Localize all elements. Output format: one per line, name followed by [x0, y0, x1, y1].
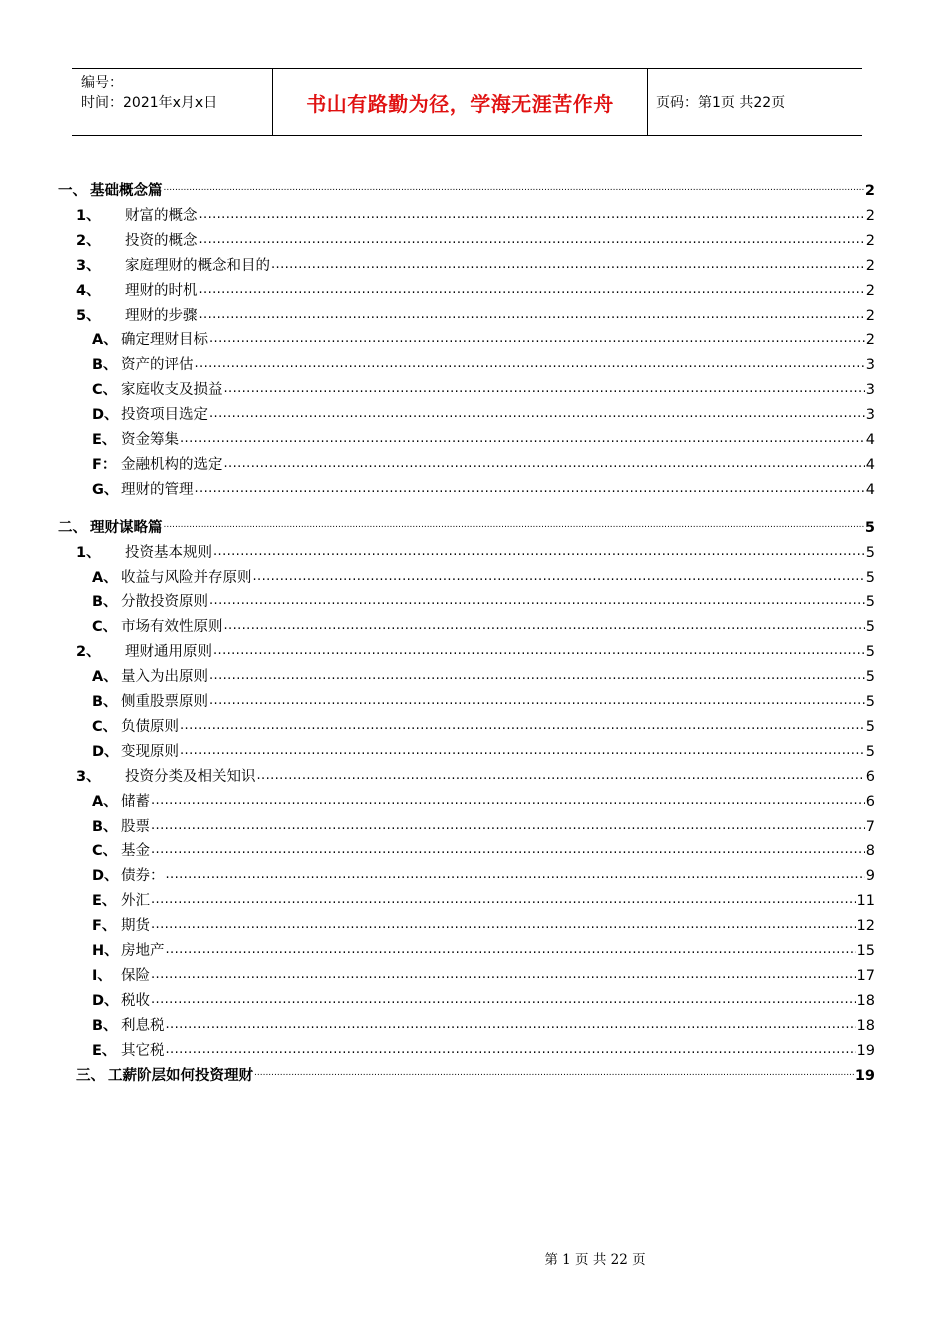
toc-entry-number: D、	[92, 868, 119, 885]
toc-entry-title: 基础概念篇	[90, 183, 163, 199]
toc-entry-number: 2、	[76, 644, 101, 661]
toc-dot-leader	[209, 593, 865, 611]
toc-entry-title: 理财的步骤	[125, 307, 198, 324]
toc-entry-title: 投资的概念	[125, 232, 198, 249]
toc-dot-leader	[166, 1017, 856, 1035]
toc-entry-number: 2、	[76, 232, 101, 249]
toc-entry-page: 15	[856, 943, 875, 959]
toc-entry[interactable]	[92, 589, 875, 611]
toc-entry-number: C、	[92, 843, 118, 860]
toc-entry[interactable]	[92, 664, 875, 686]
toc-entry-page: 18	[856, 1017, 875, 1034]
toc-entry-title: 理财通用原则	[125, 644, 212, 661]
toc-entry-title: 外汇	[121, 893, 150, 910]
toc-entry[interactable]	[92, 352, 875, 374]
toc-entry-page: 5	[865, 544, 875, 561]
toc-entry-page: 19	[856, 1042, 875, 1059]
toc-entry-page: 3	[865, 407, 875, 424]
toc-dot-leader	[224, 456, 865, 474]
toc-entry[interactable]	[92, 377, 875, 399]
time-label: 时间：2021年x月x日	[81, 95, 218, 111]
toc-dot-leader	[164, 519, 864, 537]
toc-dot-leader	[271, 257, 865, 275]
toc-entry[interactable]	[92, 1013, 875, 1035]
toc-entry-title: 理财的时机	[125, 282, 198, 299]
toc-entry-page: 5	[865, 694, 875, 710]
toc-entry[interactable]	[92, 614, 875, 636]
toc-entry-title: 确定理财目标	[121, 332, 208, 349]
header-meta	[72, 69, 273, 135]
toc-entry[interactable]	[92, 1038, 875, 1060]
toc-dot-leader	[209, 406, 865, 424]
toc-entry[interactable]	[92, 565, 875, 587]
toc-entry-number: E、	[92, 1042, 117, 1059]
toc-entry-page: 4	[865, 432, 875, 448]
toc-entry-title: 市场有效性原则	[121, 619, 223, 636]
toc-entry[interactable]	[92, 789, 875, 811]
header-motto-cell	[273, 69, 648, 135]
toc-entry-number: 三、	[76, 1067, 105, 1084]
toc-entry-title: 分散投资原则	[121, 594, 208, 611]
toc-entry-title: 家庭收支及损益	[121, 382, 223, 399]
toc-dot-leader	[224, 618, 865, 636]
toc-entry-title: 家庭理财的概念和目的	[125, 257, 270, 274]
toc-entry-number: G、	[92, 481, 119, 498]
toc-entry-number: E、	[92, 432, 117, 448]
toc-entry-number: C、	[92, 382, 118, 399]
toc-entry-title: 变现原则	[121, 743, 179, 760]
toc-entry-number: C、	[92, 619, 118, 636]
toc-entry[interactable]	[76, 764, 875, 786]
toc-entry-page: 4	[865, 481, 875, 498]
toc-entry-page: 11	[856, 893, 875, 910]
toc-entry[interactable]	[58, 515, 875, 537]
toc-dot-leader	[254, 1067, 854, 1085]
toc-entry-page: 8	[865, 843, 875, 860]
toc-entry-page: 3	[865, 357, 875, 374]
toc-entry-title: 储蓄	[121, 793, 150, 810]
toc-dot-leader	[199, 207, 865, 225]
toc-entry-title: 税收	[121, 992, 150, 1009]
toc-dot-leader	[195, 481, 865, 499]
number-label: 编号：	[81, 75, 123, 91]
toc-entry-page: 2	[865, 257, 875, 274]
toc-entry-page: 5	[865, 594, 875, 611]
motto-text: 书山有路勤为径，学海无涯苦作舟	[306, 91, 614, 116]
toc-entry-number: D、	[92, 743, 119, 760]
toc-entry[interactable]	[76, 278, 875, 300]
toc-entry-number: 5、	[76, 307, 101, 324]
toc-entry-page: 7	[865, 818, 875, 835]
toc-entry[interactable]	[76, 1063, 875, 1085]
toc-entry-title: 理财谋略篇	[90, 519, 163, 536]
toc-entry-page: 2	[865, 207, 875, 224]
toc-entry-number: B、	[92, 594, 118, 611]
toc-entry[interactable]	[76, 639, 875, 661]
toc-entry-number: B、	[92, 694, 118, 710]
toc-entry-page: 5	[865, 619, 875, 636]
toc-entry[interactable]	[92, 452, 875, 474]
toc-entry-number: 1、	[76, 207, 101, 224]
toc-entry-title: 财富的概念	[125, 207, 198, 224]
toc-dot-leader	[199, 232, 865, 250]
toc-entry-page: 4	[865, 456, 875, 473]
toc-dot-leader	[213, 643, 865, 661]
toc-entry-number: E、	[92, 893, 117, 910]
toc-entry[interactable]	[92, 739, 875, 761]
toc-entry-title: 债券：	[121, 868, 165, 885]
toc-dot-leader	[257, 768, 865, 786]
toc-entry[interactable]	[76, 303, 875, 325]
toc-entry-title: 利息税	[121, 1017, 165, 1034]
toc-dot-leader	[166, 942, 856, 960]
toc-entry[interactable]	[92, 963, 875, 985]
toc-entry-title: 基金	[121, 843, 150, 860]
toc-entry-title: 投资基本规则	[125, 544, 212, 561]
toc-entry[interactable]	[92, 689, 875, 711]
toc-dot-leader	[209, 693, 865, 711]
toc-entry-title: 其它税	[121, 1042, 165, 1059]
toc-dot-leader	[151, 967, 856, 985]
toc-dot-leader	[151, 917, 856, 935]
toc-entry-number: A、	[92, 332, 118, 349]
toc-dot-leader	[164, 182, 864, 200]
toc-dot-leader	[253, 569, 865, 587]
toc-entry-number: B、	[92, 1017, 118, 1034]
header-page-cell	[648, 69, 862, 135]
toc-entry[interactable]	[76, 540, 875, 562]
toc-entry[interactable]	[92, 838, 875, 860]
toc-entry-title: 量入为出原则	[121, 669, 208, 686]
toc-dot-leader	[166, 867, 865, 885]
toc-entry-title: 资产的评估	[121, 357, 194, 374]
toc-entry-title: 保险	[121, 967, 150, 984]
toc-entry-number: F、	[92, 918, 117, 935]
toc-entry-title: 侧重股票原则	[121, 694, 208, 710]
toc-entry-page: 5	[865, 743, 875, 760]
toc-entry[interactable]	[76, 203, 875, 225]
toc-entry-page: 2	[865, 282, 875, 299]
toc-entry-page: 17	[856, 967, 875, 984]
toc-entry-page: 18	[856, 992, 875, 1009]
toc-entry[interactable]	[92, 863, 875, 885]
toc-entry-page: 2	[864, 183, 875, 199]
toc-entry-number: D、	[92, 407, 119, 424]
toc-entry[interactable]	[92, 938, 875, 960]
toc-entry[interactable]	[76, 228, 875, 250]
toc-entry-title: 投资项目选定	[121, 407, 208, 424]
toc-entry-page: 5	[865, 569, 875, 586]
toc-dot-leader	[151, 992, 856, 1010]
page-info: 页码：第1页 共22页	[656, 95, 786, 111]
toc-entry-page: 5	[865, 718, 875, 735]
toc-entry[interactable]	[92, 714, 875, 736]
toc-dot-leader	[180, 431, 865, 449]
toc-entry-title: 工薪阶层如何投资理财	[108, 1067, 253, 1084]
toc-entry-page: 2	[865, 307, 875, 324]
toc-dot-leader	[180, 743, 865, 761]
toc-entry-title: 期货	[121, 918, 150, 935]
toc-dot-leader	[209, 331, 865, 349]
toc-entry-page: 5	[864, 519, 875, 536]
toc-entry-title: 负债原则	[121, 718, 179, 735]
page-footer: 第 1 页 共 22 页	[544, 1252, 646, 1268]
toc-entry[interactable]	[92, 402, 875, 424]
toc-dot-leader	[195, 356, 865, 374]
toc-entry-number: A、	[92, 669, 118, 686]
toc-entry-number: H、	[92, 943, 119, 959]
toc-entry-number: 二、	[58, 519, 87, 536]
toc-entry-page: 9	[865, 868, 875, 885]
toc-entry[interactable]	[92, 427, 875, 449]
toc-entry-number: A、	[92, 793, 118, 810]
toc-entry-page: 5	[865, 669, 875, 686]
toc-entry[interactable]	[92, 988, 875, 1010]
toc-dot-leader	[151, 818, 865, 836]
toc-entry-page: 3	[865, 382, 875, 399]
toc-entry-title: 投资分类及相关知识	[125, 768, 256, 785]
toc-entry[interactable]	[92, 477, 875, 499]
toc-dot-leader	[213, 544, 865, 562]
toc-entry-page: 2	[865, 232, 875, 249]
toc-dot-leader	[151, 892, 856, 910]
toc-entry-page: 5	[865, 644, 875, 661]
toc-dot-leader	[151, 842, 865, 860]
toc-entry-title: 资金筹集	[121, 432, 179, 448]
toc-entry-number: 4、	[76, 282, 101, 299]
toc-entry-number: I、	[92, 967, 112, 984]
toc-entry-number: 3、	[76, 768, 101, 785]
toc-dot-leader	[199, 307, 865, 325]
toc-entry-page: 6	[865, 768, 875, 785]
toc-dot-leader	[224, 381, 865, 399]
toc-entry-number: 一、	[58, 183, 87, 199]
toc-dot-leader	[166, 1042, 856, 1060]
toc-entry-number: B、	[92, 818, 118, 835]
toc-entry-title: 收益与风险并存原则	[121, 569, 252, 586]
toc-entry-number: F：	[92, 456, 117, 473]
toc-entry[interactable]	[92, 888, 875, 910]
toc-dot-leader	[209, 668, 865, 686]
toc-entry-page: 2	[865, 332, 875, 349]
toc-entry-number: B、	[92, 357, 118, 374]
toc-entry-number: 1、	[76, 544, 101, 561]
toc-dot-leader	[199, 282, 865, 300]
toc-entry[interactable]	[76, 253, 875, 275]
toc-entry[interactable]	[92, 327, 875, 349]
toc-entry[interactable]	[58, 178, 875, 200]
toc-entry[interactable]	[92, 814, 875, 836]
toc-entry-title: 房地产	[121, 943, 165, 959]
toc-entry[interactable]	[92, 913, 875, 935]
toc-entry-page: 6	[865, 793, 875, 810]
toc-entry-title: 金融机构的选定	[121, 456, 223, 473]
document-header	[72, 68, 862, 136]
toc-entry-number: C、	[92, 718, 118, 735]
toc-entry-number: 3、	[76, 257, 101, 274]
toc-entry-number: D、	[92, 992, 119, 1009]
toc-entry-title: 理财的管理	[121, 481, 194, 498]
toc-dot-leader	[180, 718, 865, 736]
toc-dot-leader	[151, 793, 865, 811]
toc-entry-title: 股票	[121, 818, 150, 835]
toc-entry-page: 19	[854, 1067, 875, 1084]
toc-entry-page: 12	[856, 918, 875, 935]
toc-entry-number: A、	[92, 569, 118, 586]
